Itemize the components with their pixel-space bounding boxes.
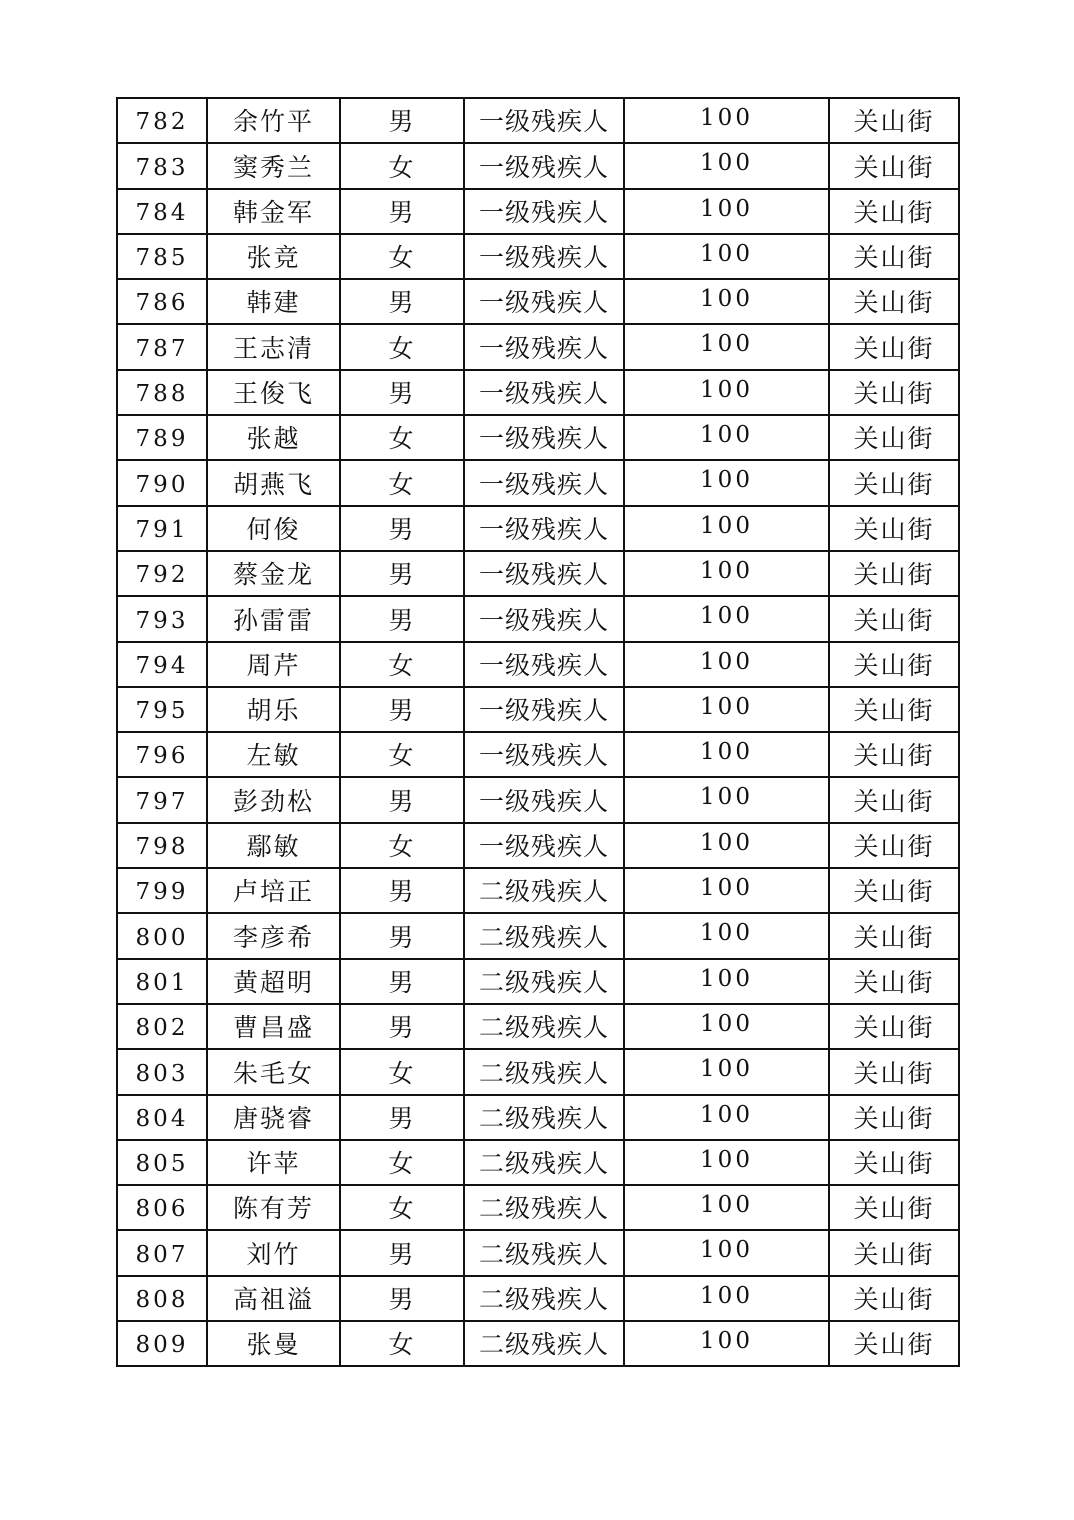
row-number: 793 — [117, 596, 207, 641]
disability-level: 一级残疾人 — [464, 279, 624, 324]
disability-level: 一级残疾人 — [464, 324, 624, 369]
subsidy-amount: 100 — [624, 189, 829, 234]
row-number: 794 — [117, 642, 207, 687]
disability-level: 二级残疾人 — [464, 1004, 624, 1049]
disability-level: 二级残疾人 — [464, 1140, 624, 1185]
subsidy-amount: 100 — [624, 143, 829, 188]
subsidy-amount: 100 — [624, 324, 829, 369]
subsidy-amount: 100 — [624, 913, 829, 958]
person-name: 陈有芳 — [207, 1185, 340, 1230]
person-name: 王俊飞 — [207, 370, 340, 415]
street-area: 关山街 — [829, 506, 959, 551]
disability-level: 二级残疾人 — [464, 868, 624, 913]
subsidy-amount: 100 — [624, 1276, 829, 1321]
row-number: 800 — [117, 913, 207, 958]
row-number: 798 — [117, 823, 207, 868]
row-number: 782 — [117, 98, 207, 143]
table-row — [117, 234, 959, 279]
row-number: 786 — [117, 279, 207, 324]
gender: 女 — [340, 732, 464, 777]
row-number: 808 — [117, 1276, 207, 1321]
disability-level: 二级残疾人 — [464, 1095, 624, 1140]
street-area: 关山街 — [829, 1321, 959, 1366]
gender: 女 — [340, 1049, 464, 1094]
person-name: 张越 — [207, 415, 340, 460]
gender: 男 — [340, 959, 464, 1004]
disability-level: 二级残疾人 — [464, 1230, 624, 1275]
person-name: 李彦希 — [207, 913, 340, 958]
table-row — [117, 279, 959, 324]
subsidy-amount: 100 — [624, 732, 829, 777]
row-number: 799 — [117, 868, 207, 913]
person-name: 韩建 — [207, 279, 340, 324]
gender: 女 — [340, 460, 464, 505]
row-number: 789 — [117, 415, 207, 460]
subsidy-amount: 100 — [624, 687, 829, 732]
table-row — [117, 415, 959, 460]
subsidy-amount: 100 — [624, 98, 829, 143]
table-row — [117, 596, 959, 641]
person-name: 鄢敏 — [207, 823, 340, 868]
person-name: 张曼 — [207, 1321, 340, 1366]
row-number: 792 — [117, 551, 207, 596]
row-number: 790 — [117, 460, 207, 505]
street-area: 关山街 — [829, 324, 959, 369]
row-number: 807 — [117, 1230, 207, 1275]
gender: 女 — [340, 234, 464, 279]
subsidy-amount: 100 — [624, 1004, 829, 1049]
roster-body — [117, 98, 959, 1366]
subsidy-amount: 100 — [624, 370, 829, 415]
person-name: 余竹平 — [207, 98, 340, 143]
gender: 男 — [340, 279, 464, 324]
table-row — [117, 1185, 959, 1230]
street-area: 关山街 — [829, 868, 959, 913]
street-area: 关山街 — [829, 415, 959, 460]
disability-level: 二级残疾人 — [464, 959, 624, 1004]
disability-level: 一级残疾人 — [464, 370, 624, 415]
person-name: 孙雷雷 — [207, 596, 340, 641]
table-row — [117, 98, 959, 143]
gender: 女 — [340, 1321, 464, 1366]
gender: 男 — [340, 506, 464, 551]
disability-level: 一级残疾人 — [464, 642, 624, 687]
street-area: 关山街 — [829, 913, 959, 958]
street-area: 关山街 — [829, 551, 959, 596]
table-row — [117, 642, 959, 687]
gender: 男 — [340, 596, 464, 641]
street-area: 关山街 — [829, 1230, 959, 1275]
subsidy-amount: 100 — [624, 460, 829, 505]
subsidy-amount: 100 — [624, 415, 829, 460]
street-area: 关山街 — [829, 596, 959, 641]
street-area: 关山街 — [829, 460, 959, 505]
person-name: 胡燕飞 — [207, 460, 340, 505]
gender: 男 — [340, 551, 464, 596]
street-area: 关山街 — [829, 1276, 959, 1321]
disability-level: 二级残疾人 — [464, 1185, 624, 1230]
table-row — [117, 370, 959, 415]
street-area: 关山街 — [829, 777, 959, 822]
disability-level: 二级残疾人 — [464, 913, 624, 958]
row-number: 809 — [117, 1321, 207, 1366]
subsidy-amount: 100 — [624, 1185, 829, 1230]
table-row — [117, 1230, 959, 1275]
table-row — [117, 1095, 959, 1140]
table-row — [117, 959, 959, 1004]
table-row — [117, 506, 959, 551]
disability-level: 一级残疾人 — [464, 98, 624, 143]
street-area: 关山街 — [829, 823, 959, 868]
disability-level: 一级残疾人 — [464, 143, 624, 188]
person-name: 卢培正 — [207, 868, 340, 913]
street-area: 关山街 — [829, 1004, 959, 1049]
table-row — [117, 1276, 959, 1321]
table-row — [117, 551, 959, 596]
disability-level: 二级残疾人 — [464, 1049, 624, 1094]
gender: 女 — [340, 415, 464, 460]
gender: 男 — [340, 1230, 464, 1275]
table-row — [117, 732, 959, 777]
street-area: 关山街 — [829, 732, 959, 777]
person-name: 许苹 — [207, 1140, 340, 1185]
table-row — [117, 913, 959, 958]
disability-level: 一级残疾人 — [464, 596, 624, 641]
subsidy-amount: 100 — [624, 959, 829, 1004]
street-area: 关山街 — [829, 1185, 959, 1230]
subsidy-amount: 100 — [624, 1140, 829, 1185]
table-row — [117, 1321, 959, 1366]
row-number: 783 — [117, 143, 207, 188]
person-name: 张竞 — [207, 234, 340, 279]
disability-level: 一级残疾人 — [464, 777, 624, 822]
gender: 女 — [340, 1185, 464, 1230]
gender: 男 — [340, 687, 464, 732]
row-number: 801 — [117, 959, 207, 1004]
disability-level: 一级残疾人 — [464, 415, 624, 460]
subsidy-amount: 100 — [624, 823, 829, 868]
row-number: 784 — [117, 189, 207, 234]
disability-level: 一级残疾人 — [464, 189, 624, 234]
person-name: 王志清 — [207, 324, 340, 369]
person-name: 曹昌盛 — [207, 1004, 340, 1049]
street-area: 关山街 — [829, 959, 959, 1004]
table-row — [117, 460, 959, 505]
table-row — [117, 777, 959, 822]
subsidy-amount: 100 — [624, 506, 829, 551]
subsidy-amount: 100 — [624, 1321, 829, 1366]
row-number: 795 — [117, 687, 207, 732]
disability-level: 一级残疾人 — [464, 823, 624, 868]
disability-level: 一级残疾人 — [464, 234, 624, 279]
row-number: 804 — [117, 1095, 207, 1140]
gender: 男 — [340, 1276, 464, 1321]
gender: 男 — [340, 777, 464, 822]
disability-level: 一级残疾人 — [464, 732, 624, 777]
disability-level: 一级残疾人 — [464, 460, 624, 505]
person-name: 左敏 — [207, 732, 340, 777]
disability-level: 一级残疾人 — [464, 506, 624, 551]
person-name: 周芹 — [207, 642, 340, 687]
subsidy-amount: 100 — [624, 1049, 829, 1094]
row-number: 806 — [117, 1185, 207, 1230]
gender: 女 — [340, 324, 464, 369]
person-name: 彭劲松 — [207, 777, 340, 822]
street-area: 关山街 — [829, 687, 959, 732]
row-number: 788 — [117, 370, 207, 415]
row-number: 803 — [117, 1049, 207, 1094]
table-row — [117, 1049, 959, 1094]
table-row — [117, 1004, 959, 1049]
disability-level: 一级残疾人 — [464, 687, 624, 732]
table-row — [117, 143, 959, 188]
subsidy-amount: 100 — [624, 596, 829, 641]
row-number: 797 — [117, 777, 207, 822]
subsidy-amount: 100 — [624, 777, 829, 822]
street-area: 关山街 — [829, 1095, 959, 1140]
disability-level: 二级残疾人 — [464, 1276, 624, 1321]
table-row — [117, 687, 959, 732]
street-area: 关山街 — [829, 279, 959, 324]
gender: 女 — [340, 1140, 464, 1185]
subsidy-amount: 100 — [624, 234, 829, 279]
table-row — [117, 868, 959, 913]
row-number: 802 — [117, 1004, 207, 1049]
person-name: 朱毛女 — [207, 1049, 340, 1094]
subsidy-amount: 100 — [624, 551, 829, 596]
street-area: 关山街 — [829, 370, 959, 415]
subsidy-amount: 100 — [624, 279, 829, 324]
street-area: 关山街 — [829, 642, 959, 687]
subsidy-amount: 100 — [624, 1095, 829, 1140]
gender: 女 — [340, 642, 464, 687]
person-name: 胡乐 — [207, 687, 340, 732]
gender: 男 — [340, 913, 464, 958]
person-name: 黄超明 — [207, 959, 340, 1004]
table-row — [117, 324, 959, 369]
person-name: 唐骁睿 — [207, 1095, 340, 1140]
gender: 女 — [340, 823, 464, 868]
gender: 男 — [340, 1004, 464, 1049]
row-number: 791 — [117, 506, 207, 551]
gender: 女 — [340, 143, 464, 188]
subsidy-amount: 100 — [624, 1230, 829, 1275]
gender: 男 — [340, 1095, 464, 1140]
gender: 男 — [340, 370, 464, 415]
gender: 男 — [340, 98, 464, 143]
person-name: 高祖溢 — [207, 1276, 340, 1321]
street-area: 关山街 — [829, 189, 959, 234]
roster-table — [116, 97, 960, 1367]
street-area: 关山街 — [829, 234, 959, 279]
person-name: 韩金军 — [207, 189, 340, 234]
disability-level: 二级残疾人 — [464, 1321, 624, 1366]
subsidy-amount: 100 — [624, 868, 829, 913]
table-row — [117, 1140, 959, 1185]
street-area: 关山街 — [829, 1049, 959, 1094]
street-area: 关山街 — [829, 143, 959, 188]
gender: 男 — [340, 868, 464, 913]
disability-level: 一级残疾人 — [464, 551, 624, 596]
person-name: 蔡金龙 — [207, 551, 340, 596]
gender: 男 — [340, 189, 464, 234]
street-area: 关山街 — [829, 98, 959, 143]
row-number: 805 — [117, 1140, 207, 1185]
person-name: 窦秀兰 — [207, 143, 340, 188]
table-row — [117, 823, 959, 868]
street-area: 关山街 — [829, 1140, 959, 1185]
person-name: 何俊 — [207, 506, 340, 551]
subsidy-amount: 100 — [624, 642, 829, 687]
row-number: 787 — [117, 324, 207, 369]
row-number: 796 — [117, 732, 207, 777]
table-row — [117, 189, 959, 234]
row-number: 785 — [117, 234, 207, 279]
person-name: 刘竹 — [207, 1230, 340, 1275]
